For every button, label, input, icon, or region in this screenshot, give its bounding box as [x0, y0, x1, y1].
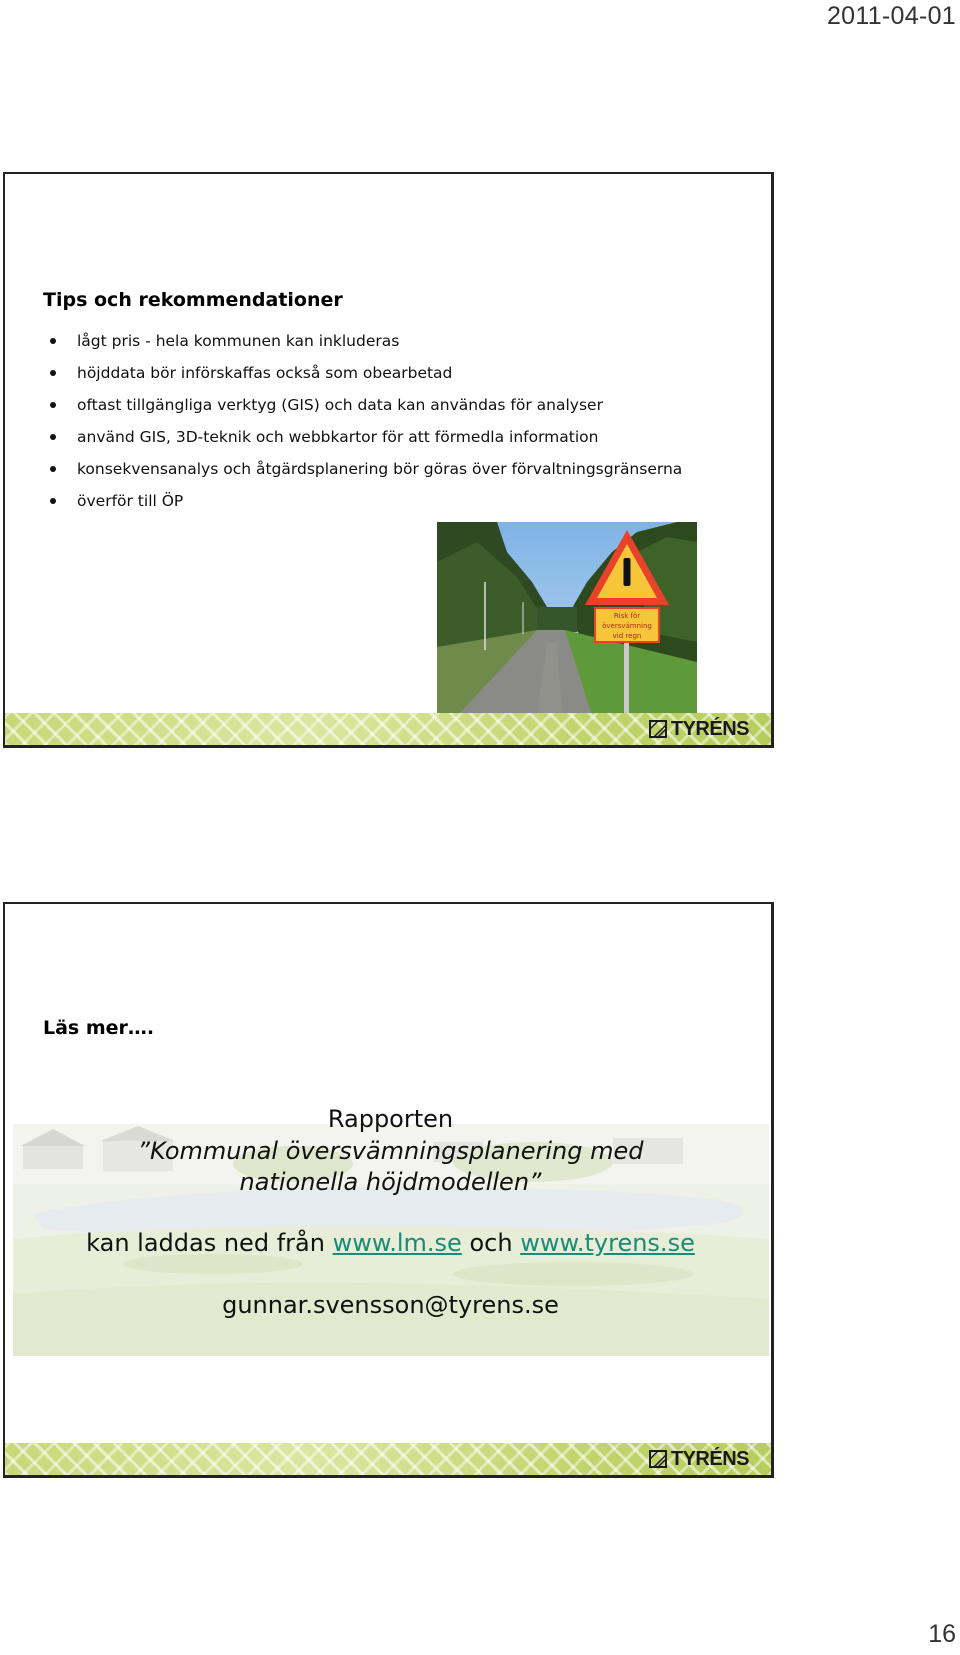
bullet-dot: [50, 402, 56, 408]
link-lm[interactable]: www.lm.se: [332, 1229, 462, 1257]
slide-title: Tips och rekommendationer: [43, 289, 343, 311]
bullet-text: höjddata bör införskaffas också som obearbetad: [77, 364, 453, 382]
download-prefix: kan laddas ned från: [86, 1229, 333, 1257]
slide-tips: [3, 172, 774, 748]
road-photo-image: [437, 522, 697, 716]
bullet-dot: [50, 434, 56, 440]
slide-footer-band: [5, 1443, 771, 1475]
bullet-item: [43, 421, 682, 453]
tyrens-logo: [649, 717, 749, 741]
sign-text-line: Risk för: [613, 612, 641, 620]
sign-text-line: översvämning: [602, 622, 652, 630]
bullet-text: överför till ÖP: [77, 492, 184, 510]
sign-text-line: vid regn: [612, 632, 642, 640]
bullet-text: konsekvensanalys och åtgärdsplanering bör göras över förvaltningsgränserna: [77, 460, 683, 478]
tyrens-logo-mark-icon: [649, 1450, 667, 1468]
bullet-item: [43, 453, 682, 485]
bullet-item: [43, 389, 682, 421]
report-title: [5, 1136, 774, 1198]
bullet-text: lågt pris - hela kommunen kan inkluderas: [77, 332, 400, 350]
bullet-list: [43, 325, 682, 517]
bullet-text: oftast tillgängliga verktyg (GIS) och data kan användas för analyser: [77, 396, 603, 414]
bullet-dot: [50, 498, 56, 504]
report-title-line: ”Kommunal översvämningsplanering med: [137, 1137, 644, 1165]
bullet-item: [43, 357, 682, 389]
header-date: 2011-04-01: [826, 2, 956, 30]
tyrens-logo: [649, 1447, 749, 1471]
slide-read-more: [3, 902, 774, 1478]
download-middle: och: [461, 1229, 521, 1257]
bullet-dot: [50, 466, 56, 472]
slide-footer-band: [5, 713, 771, 745]
tyrens-logo-text: TYRÉNS: [670, 1447, 749, 1470]
tyrens-logo-text: TYRÉNS: [670, 717, 749, 740]
bullet-item: [43, 485, 682, 517]
bullet-dot: [50, 338, 56, 344]
report-title-line: nationella höjdmodellen”: [239, 1168, 542, 1196]
page-number: 16: [928, 1620, 956, 1648]
tyrens-logo-mark-icon: [649, 720, 667, 738]
bullet-text: använd GIS, 3D-teknik och webbkartor för att förmedla information: [77, 428, 599, 446]
bullet-dot: [50, 370, 56, 376]
link-tyrens[interactable]: www.tyrens.se: [520, 1229, 695, 1257]
slide-title: Läs mer….: [43, 1017, 155, 1039]
report-label: Rapporten: [327, 1105, 454, 1133]
road-warning-sign-photo: [437, 522, 697, 716]
download-line: [5, 1229, 774, 1257]
bullet-item: [43, 325, 682, 357]
contact-email: gunnar.svensson@tyrens.se: [222, 1291, 559, 1319]
